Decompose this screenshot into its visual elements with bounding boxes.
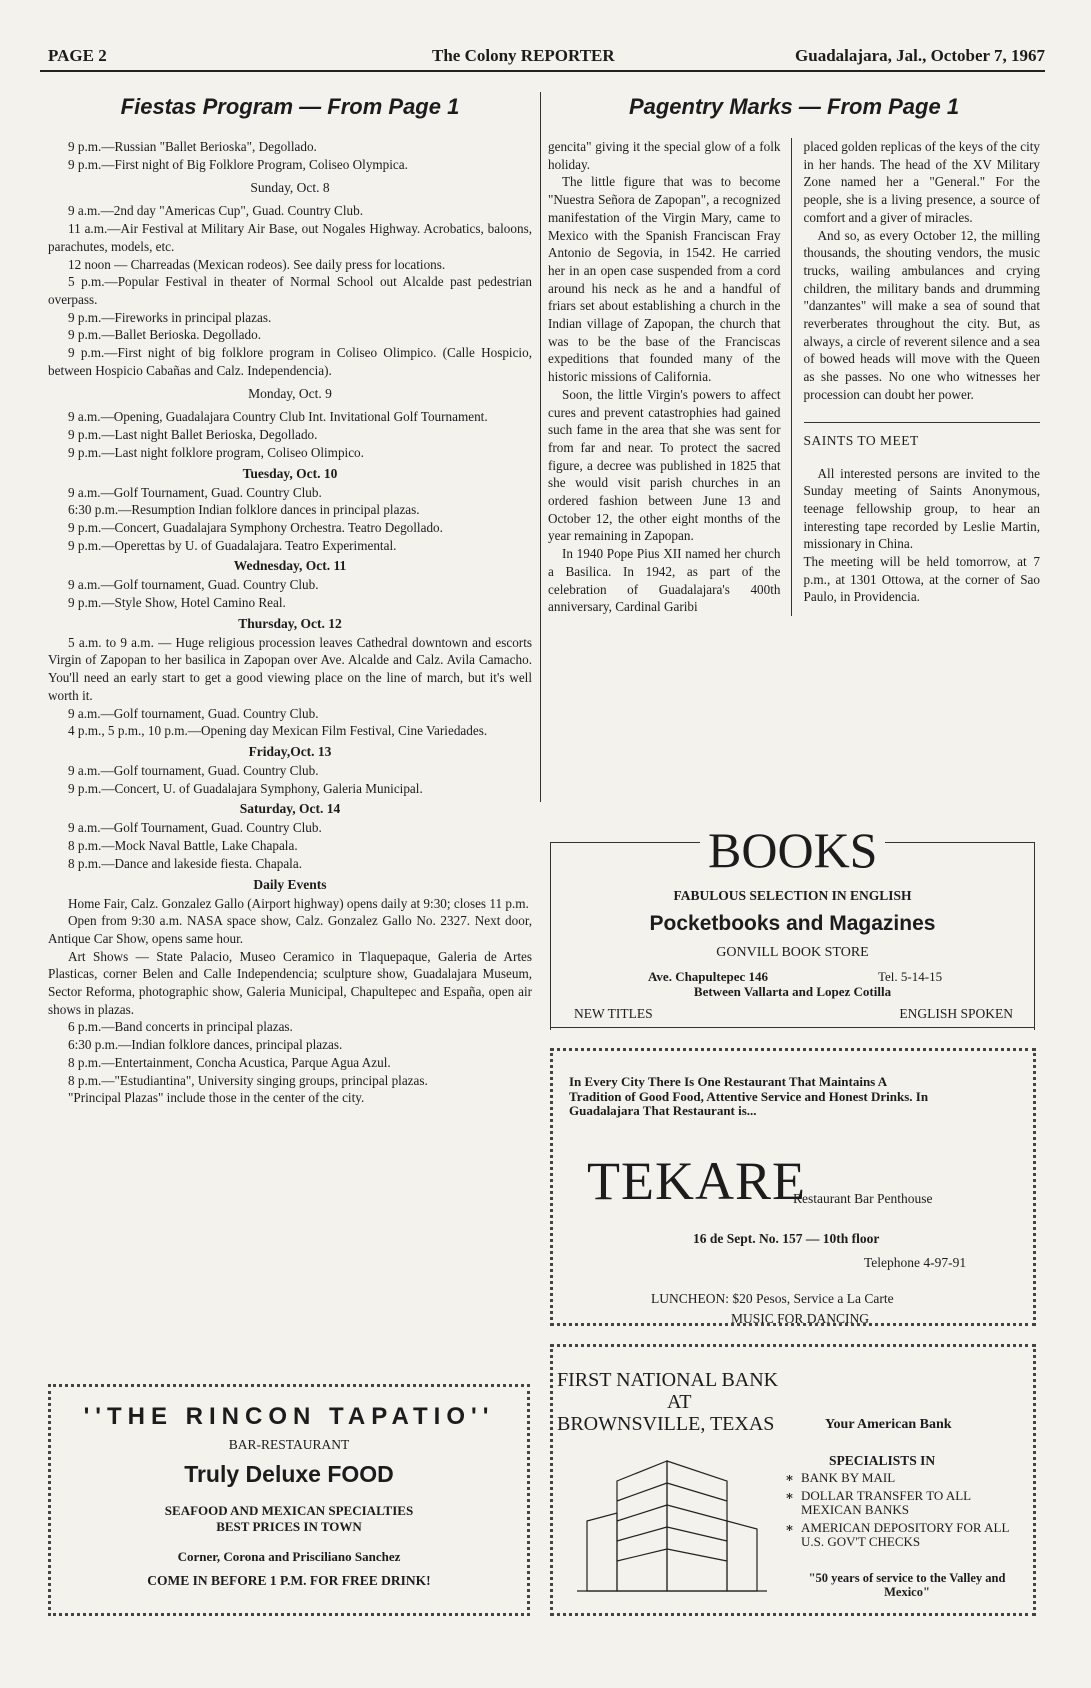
paper-name: The Colony REPORTER bbox=[432, 46, 615, 65]
bank-specialists: SPECIALISTS IN bbox=[829, 1453, 936, 1468]
saints-paragraph: The meeting will be held tomorrow, at 7 p.m., at 1301 Ottowa, at the corner of Sao Paulo, in Providencia. bbox=[803, 554, 1040, 605]
fiestas-title: Fiestas Program — From Page 1 bbox=[120, 94, 460, 119]
dateline: Guadalajara, Jal., October 7, 1967 bbox=[795, 46, 1045, 65]
fiestas-event-item: 9 p.m.—Concert, Guadalajara Symphony Orchestra. Teatro Degollado. bbox=[68, 519, 443, 535]
books-english: ENGLISH SPOKEN bbox=[899, 1006, 1013, 1021]
bank-service-text: BANK BY MAIL bbox=[801, 1470, 896, 1485]
fiestas-event-item: 9 p.m.—Ballet Berioska. Degollado. bbox=[68, 327, 262, 343]
bullet-star-icon: ∗ bbox=[785, 1488, 794, 1503]
fiestas-event-item: 6:30 p.m.—Resumption Indian folklore dances in principal plazas. bbox=[68, 502, 420, 518]
books-tel: Tel. 5-14-15 bbox=[878, 969, 943, 984]
saints-paragraph: All interested persons are invited to the Sunday meeting of Saints Anonymous, teenage fellowship group, to hear an interesting tape recorded by Leslie Martin, missionary in China. bbox=[803, 465, 1040, 552]
bank-service-item bbox=[785, 1471, 1021, 1485]
fiestas-day-heading: Sunday, Oct. 8 bbox=[250, 180, 330, 196]
saints-title: SAINTS TO MEET bbox=[803, 432, 919, 448]
bank-services bbox=[785, 1471, 1021, 1553]
pagentry-paragraph: gencita" giving it the special glow of a folk holiday. bbox=[548, 139, 781, 172]
rincon-spec-2: BEST PRICES IN TOWN bbox=[216, 1519, 362, 1534]
fiestas-event-item: 5 p.m.—Popular Festival in theater of Normal School out Alcalde past pedestrian overpass. bbox=[48, 274, 532, 307]
tekare-luncheon: LUNCHEON: $20 Pesos, Service a La Carte bbox=[651, 1291, 894, 1306]
rincon-name: ''THE RINCON TAPATIO'' bbox=[83, 1403, 495, 1430]
fiestas-day-heading: Thursday, Oct. 12 bbox=[238, 615, 342, 631]
tekare-phone: Telephone 4-97-91 bbox=[864, 1255, 967, 1270]
bank-building-illustration bbox=[577, 1451, 767, 1601]
page-header bbox=[40, 44, 1045, 70]
bank-quote: "50 years of service to the Valley and Mexico" bbox=[808, 1571, 1006, 1599]
books-title: BOOKS bbox=[700, 822, 885, 878]
bank-service-text: DOLLAR TRANSFER TO ALL MEXICAN BANKS bbox=[801, 1488, 971, 1517]
pagentry-paragraph: Soon, the little Virgin's powers to affect cures and prevent catastrophies had gained such fame in the area that she was sent for from far and near. To protect the sacred figure, a decree was published in 1825 that she would visit parish churches in an ordered fashion between June 13 and October 12, the other eight months of the year remaining in Zapopan. bbox=[548, 386, 781, 544]
pagentry-article bbox=[548, 90, 1040, 616]
fiestas-event-item: Open from 9:30 a.m. NASA space show, Calz. Gonzalez Gallo No. 2327. Next door, Antique Car Show, opens same hour. bbox=[48, 913, 532, 946]
fiestas-event-item: 9 p.m.—Style Show, Hotel Camino Real. bbox=[68, 595, 286, 611]
rincon-corner: Corner, Corona and Prisciliano Sanchez bbox=[177, 1549, 401, 1564]
header-rule bbox=[40, 70, 1045, 72]
bank-name-1: FIRST NATIONAL BANK bbox=[557, 1369, 779, 1391]
tekare-address: 16 de Sept. No. 157 — 10th floor bbox=[693, 1231, 880, 1246]
fiestas-event-item: 9 a.m.—Golf Tournament, Guad. Country Club. bbox=[68, 820, 322, 836]
tekare-name: TEKARE bbox=[587, 1151, 806, 1211]
fiestas-event-item: Art Shows — State Palacio, Museo Ceramico in Tlaquepaque, Galeria de Artes Plasticas, corner Belen and Calle Independencia; sculpture show, Guadalajara Museum, Sector Reforma, photographic show, Galeria Municipal, Chapultepec and España, open air shows in plazas. bbox=[48, 948, 532, 1017]
bank-service-text: AMERICAN DEPOSITORY FOR ALL U.S. GOV'T CHECKS bbox=[801, 1520, 1009, 1549]
fiestas-event-item: 5 a.m. to 9 a.m. — Huge religious procession leaves Cathedral downtown and escorts Virgin of Zapopan to her basilica in Zapopan over Ave. Alcalde and Calz. Avila Camacho. You'll need an early start to get a good viewing place on the line of march, but it's well worth it. bbox=[48, 634, 532, 703]
books-ad bbox=[550, 822, 1035, 1028]
fiestas-event-item: 4 p.m., 5 p.m., 10 p.m.—Opening day Mexican Film Festival, Cine Variedades. bbox=[68, 723, 488, 739]
fiestas-event-item: 9 p.m.—Fireworks in principal plazas. bbox=[68, 309, 272, 325]
fiestas-day-heading: Saturday, Oct. 14 bbox=[239, 801, 341, 817]
bullet-star-icon: ∗ bbox=[785, 1520, 794, 1535]
fiestas-event-item: Home Fair, Calz. Gonzalez Gallo (Airport highway) opens daily at 9:30; closes 11 p.m. bbox=[68, 895, 529, 911]
fiestas-day-heading: Monday, Oct. 9 bbox=[248, 386, 332, 402]
books-between: Between Vallarta and Lopez Cotilla bbox=[693, 984, 892, 999]
page-number: PAGE 2 bbox=[48, 46, 107, 65]
fiestas-event-item: 8 p.m.—Mock Naval Battle, Lake Chapala. bbox=[68, 838, 298, 854]
pagentry-title: Pagentry Marks — From Page 1 bbox=[628, 94, 960, 119]
rincon-sub: BAR-RESTAURANT bbox=[228, 1437, 350, 1452]
books-new-titles: NEW TITLES bbox=[574, 1006, 653, 1021]
fiestas-event-item: 9 p.m.—First night of big folklore program in Coliseo Olimpico. (Calle Hospicio, between Hospicio Cabañas and Calz. Independencia). bbox=[48, 345, 532, 378]
fiestas-event-item: 9 a.m.—Golf Tournament, Guad. Country Club. bbox=[68, 484, 322, 500]
tekare-intro: In Every City There Is One Restaurant That Maintains A Tradition of Good Food, Attentive Service and Honest Drinks. In Guadalajara That Restaurant is... bbox=[569, 1074, 929, 1118]
bank-ad bbox=[550, 1344, 1036, 1616]
books-store: GONVILL BOOK STORE bbox=[716, 945, 869, 960]
fiestas-article bbox=[48, 90, 532, 1107]
fiestas-intro-item: 9 p.m.—Russian "Ballet Berioska", Degollado. bbox=[68, 139, 317, 154]
fiestas-event-item: 8 p.m.—Dance and lakeside fiesta. Chapala. bbox=[68, 855, 302, 871]
fiestas-event-item: "Principal Plazas" include those in the center of the city. bbox=[68, 1090, 365, 1106]
pagentry-paragraph: placed golden replicas of the keys of the city in her hands. The head of the XV Military Zone named her a "General." For the people, she is a living presence, a source of comfort and a giver of miracles. bbox=[803, 139, 1040, 225]
bank-name-2: AT bbox=[667, 1391, 692, 1413]
fiestas-event-item: 9 a.m.—Golf tournament, Guad. Country Club. bbox=[68, 762, 319, 778]
bank-slogan: Your American Bank bbox=[825, 1417, 952, 1432]
fiestas-event-item: 9 a.m.—Golf tournament, Guad. Country Club. bbox=[68, 705, 319, 721]
bank-name-3: BROWNSVILLE, TEXAS bbox=[557, 1413, 775, 1435]
books-line2: Pocketbooks and Magazines bbox=[649, 912, 936, 935]
rincon-spec-1: SEAFOOD AND MEXICAN SPECIALTIES bbox=[164, 1503, 414, 1518]
books-line1: FABULOUS SELECTION IN ENGLISH bbox=[673, 888, 912, 903]
pagentry-paragraph: In 1940 Pope Pius XII named her church a Basilica. In 1942, as part of the celebration of Guadalajara's 400th anniversary, Cardinal Garibi bbox=[548, 546, 781, 615]
rincon-ad bbox=[48, 1384, 530, 1616]
fiestas-event-item: 11 a.m.—Air Festival at Military Air Base, out Nogales Highway. Acrobatics, baloons, parachutes, models, etc. bbox=[48, 221, 532, 254]
tekare-music: MUSIC FOR DANCING bbox=[731, 1311, 870, 1326]
fiestas-event-item: 6 p.m.—Band concerts in principal plazas. bbox=[68, 1019, 293, 1035]
pagentry-paragraph: And so, as every October 12, the milling thousands, the shouting vendors, the music trucks, wailing ambulances and crying children, the military bands and drumming "danzantes" will make a sea of sound that reverberates throughout the city. But, as always, a circle of reverent silence and a sea of bowed heads will move with the Queen as she passes. No one who witnesses her procession can doubt her power. bbox=[803, 227, 1040, 402]
fiestas-event-item: 9 p.m.—Last night folklore program, Coliseo Olimpico. bbox=[68, 444, 364, 460]
fiestas-event-item: 9 a.m.—Golf tournament, Guad. Country Club. bbox=[68, 577, 319, 593]
rincon-come-in: COME IN BEFORE 1 P.M. FOR FREE DRINK! bbox=[147, 1573, 431, 1588]
fiestas-event-item: 12 noon — Charreadas (Mexican rodeos). See daily press for locations. bbox=[68, 256, 446, 272]
fiestas-event-item: 9 a.m.—Opening, Guadalajara Country Club Int. Invitational Golf Tournament. bbox=[68, 409, 488, 425]
fiestas-day-heading: Wednesday, Oct. 11 bbox=[233, 558, 347, 574]
bank-service-item bbox=[785, 1489, 1021, 1517]
fiestas-event-item: 9 p.m.—Last night Ballet Berioska, Degollado. bbox=[68, 427, 318, 443]
fiestas-intro-item: 9 p.m.—First night of Big Folklore Program, Coliseo Olympica. bbox=[68, 156, 408, 172]
pagentry-column-2 bbox=[804, 138, 1041, 616]
fiestas-event-item: 9 p.m.—Operettas by U. of Guadalajara. Teatro Experimental. bbox=[68, 537, 397, 553]
saints-body bbox=[804, 465, 1041, 607]
pagentry-column-1 bbox=[548, 138, 792, 616]
fiestas-day-heading: Tuesday, Oct. 10 bbox=[242, 465, 338, 481]
tekare-tag: Restaurant Bar Penthouse bbox=[793, 1191, 933, 1206]
fiestas-day-heading: Friday,Oct. 13 bbox=[248, 743, 332, 759]
fiestas-body bbox=[48, 138, 532, 1107]
books-address: Ave. Chapultepec 146 bbox=[648, 969, 769, 984]
fiestas-day-heading: Daily Events bbox=[253, 876, 327, 892]
rincon-tagline: Truly Deluxe FOOD bbox=[184, 1461, 394, 1487]
pagentry-paragraph: The little figure that was to become "Nuestra Señora de Zapopan", a recognized manifestation of the Virgin Mary, came to Mexico with the Spanish Franciscan Fray Antonio de Segovia, in 1542. He carried her in an open case suspended from a cord around his neck as he and a handful of friars set about establishing a church in the Indian village of Zapopan, the church that was to be the base of the Franciscas expeditions that founded many of the historic missions of California. bbox=[548, 174, 781, 385]
fiestas-event-item: 9 p.m.—Concert, U. of Guadalajara Symphony, Galeria Municipal. bbox=[68, 780, 423, 796]
fiestas-event-item: 9 a.m.—2nd day "Americas Cup", Guad. Country Club. bbox=[68, 203, 363, 219]
column-rule bbox=[540, 92, 541, 802]
bullet-star-icon: ∗ bbox=[785, 1470, 794, 1485]
bank-service-item bbox=[785, 1521, 1021, 1549]
fiestas-event-item: 8 p.m.—Entertainment, Concha Acustica, Parque Agua Azul. bbox=[68, 1054, 391, 1070]
fiestas-event-item: 6:30 p.m.—Indian folklore dances, principal plazas. bbox=[68, 1037, 343, 1053]
fiestas-event-item: 8 p.m.—"Estudiantina", University singing groups, principal plazas. bbox=[68, 1072, 428, 1088]
tekare-ad bbox=[550, 1048, 1036, 1326]
